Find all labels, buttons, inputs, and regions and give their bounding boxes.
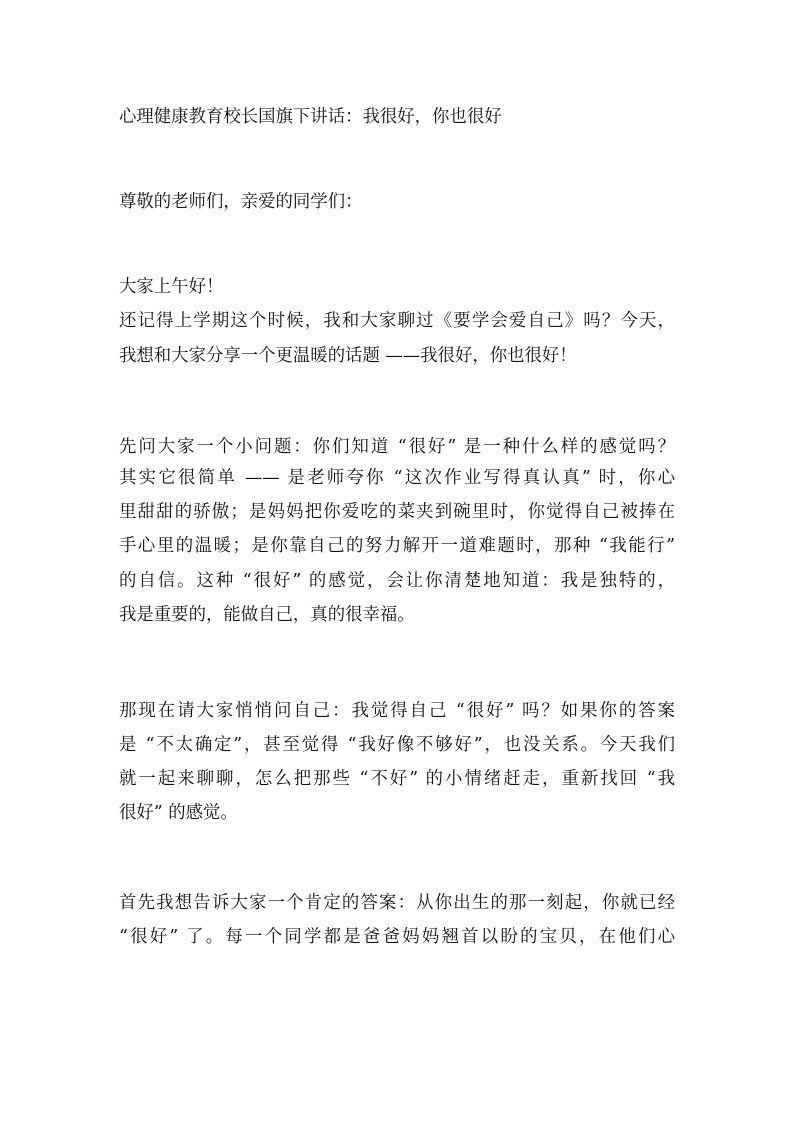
paragraph-3-line: 就一起来聊聊，怎么把那些 “不好” 的小情绪赶走，重新找回 “我 bbox=[119, 769, 675, 789]
paragraph-2-line: 手心里的温暖；是你靠自己的努力解开一道难题时，那种 “我能行” bbox=[119, 536, 675, 556]
greeting: 大家上午好！ bbox=[119, 277, 224, 297]
paragraph-2-line: 的自信。这种 “很好” 的感觉，会让你清楚地知道：我是独特的， bbox=[119, 571, 675, 591]
paragraph-3-line: 很好” 的感觉。 bbox=[119, 803, 238, 823]
paragraph-3-line: 那现在请大家悄悄问自己：我觉得自己 “很好” 吗？如果你的答案 bbox=[119, 701, 675, 721]
paragraph-4-line: 首先我想告诉大家一个肯定的答案：从你出生的那一刻起，你就已经 bbox=[119, 893, 675, 913]
document-title: 心理健康教育校长国旗下讲话：我很好，你也很好 bbox=[119, 107, 502, 127]
paragraph-4-line: “很好” 了。每一个同学都是爸爸妈妈翘首以盼的宝贝，在他们心 bbox=[119, 927, 675, 947]
paragraph-2-line: 其实它很简单 —— 是老师夸你 “这次作业写得真认真” 时，你心 bbox=[119, 468, 675, 488]
paragraph-1-line: 我想和大家分享一个更温暖的话题 ——我很好，你也很好！ bbox=[119, 346, 577, 366]
paragraph-2-line: 我是重要的，能做自己，真的很幸福。 bbox=[119, 605, 415, 625]
paragraph-3-line: 是 “不太确定”，甚至觉得 “我好像不够好”，也没关系。今天我们 bbox=[119, 735, 675, 755]
paragraph-2-line: 先问大家一个小问题：你们知道 “很好” 是一种什么样的感觉吗？ bbox=[119, 437, 675, 457]
paragraph-2-line: 里甜甜的骄傲；是妈妈把你爱吃的菜夹到碗里时，你觉得自己被捧在 bbox=[119, 502, 675, 522]
paragraph-1-line: 还记得上学期这个时候，我和大家聊过《要学会爱自己》吗？今天， bbox=[119, 311, 675, 331]
salutation: 尊敬的老师们，亲爱的同学们： bbox=[119, 192, 363, 212]
